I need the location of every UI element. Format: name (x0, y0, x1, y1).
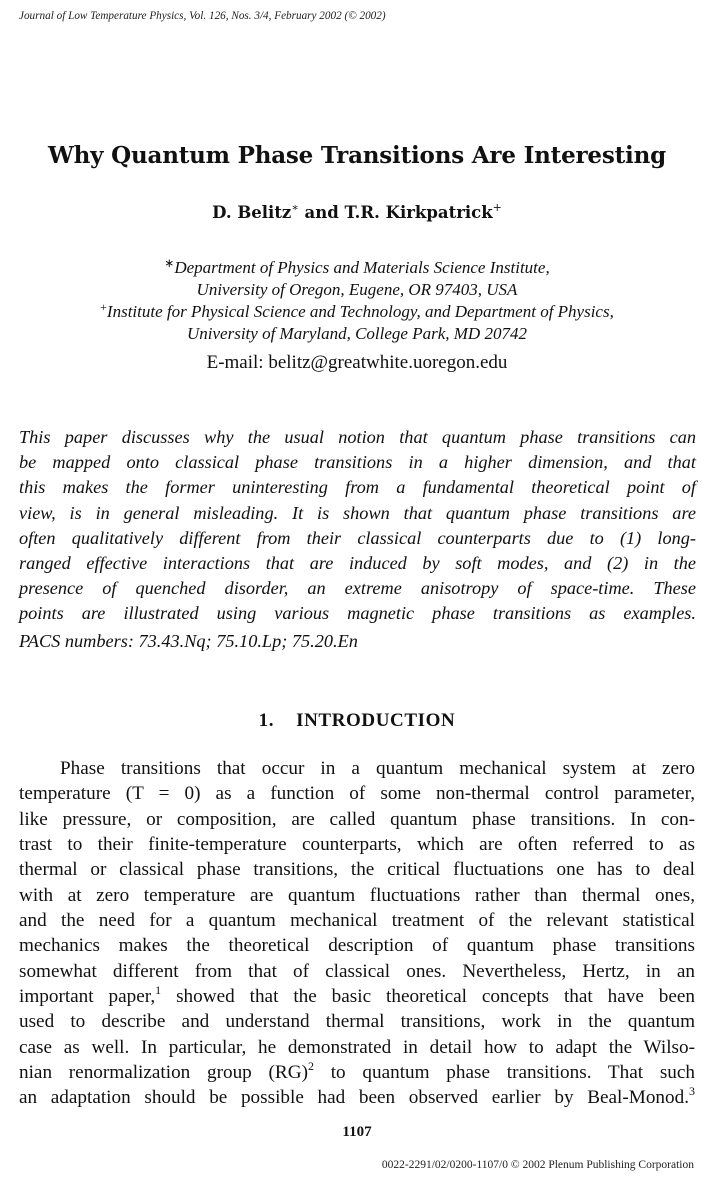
affiliation-mark: + (492, 201, 502, 214)
citation-ref: 2 (307, 1059, 314, 1074)
pacs-numbers: PACS numbers: 73.43.Nq; 75.10.Lp; 75.20.En (19, 631, 358, 651)
affiliation-text: Institute for Physical Science and Technology, and Department of Physics, (106, 302, 614, 321)
body-text: used to describe and understand thermal transitions, work in the quantum (19, 1011, 695, 1033)
body-line (19, 933, 695, 958)
author-line (0, 203, 714, 222)
body-line (19, 908, 695, 933)
contact-email: E-mail: belitz@greatwhite.uoregon.edu (206, 352, 508, 373)
body-text: showed that the basic theoretical concepts that have been (161, 986, 695, 1008)
section-heading (0, 710, 714, 732)
abstract-line: This paper discusses why the usual notion that quantum phase transitions can (19, 427, 696, 447)
body-text: Phase transitions that occur in a quantum mechanical system at zero (60, 758, 695, 779)
abstract-line: presence of quenched disorder, an extreme anisotropy of space-time. These (19, 578, 696, 599)
affiliation-text: Department of Physics and Materials Science Institute, (174, 258, 550, 277)
body-line (19, 959, 695, 984)
body-text: to quantum phase transitions. That such (313, 1062, 695, 1084)
author-name: T.R. Kirkpatrick (344, 203, 493, 222)
body-text: case as well. In particular, he demonstrated in detail how to adapt the Wilso- (19, 1036, 695, 1058)
abstract-line: ranged effective interactions that are induced by soft modes, and (2) in the (19, 552, 696, 573)
affiliation-line (0, 258, 714, 278)
body-paragraph (19, 756, 695, 1111)
affiliation-text: University of Oregon, Eugene, OR 97403, USA (196, 280, 518, 299)
body-line (19, 1035, 695, 1060)
affiliation-line (0, 324, 714, 344)
abstract-line: view, is in general misleading. It is shown that quantum phase transitions are (19, 502, 696, 523)
body-text: and the need for a quantum mechanical treatment of the relevant statistical (19, 910, 695, 932)
affiliation-text: University of Maryland, College Park, MD 20742 (187, 324, 527, 343)
body-text: temperature (T = 0) as a function of some non-thermal control parameter, (19, 783, 695, 805)
body-text: nian renormalization group (RG) (19, 1062, 308, 1084)
body-text: like pressure, or composition, are called quantum phase transitions. In con- (19, 808, 695, 830)
journal-citation: Journal of Low Temperature Physics, Vol. 126, Nos. 3/4, February 2002 (© 2002) (19, 10, 386, 22)
body-text: thermal or classical phase transitions, the critical fluctuations one has to deal (19, 859, 695, 881)
body-line (19, 781, 695, 806)
abstract (19, 425, 696, 627)
author-conjunction: and (298, 203, 345, 222)
citation-ref: 3 (689, 1084, 695, 1099)
affiliation-mark: + (100, 300, 107, 314)
abstract-line: points are illustrated using various magnetic phase transitions as examples. (19, 603, 696, 624)
body-text: trast to their finite-temperature counterparts, which are often referred to as (19, 834, 695, 856)
body-line (19, 1009, 695, 1034)
section-number: 1. (258, 710, 275, 731)
affiliation-mark: ∗ (164, 256, 175, 270)
body-text: important paper, (19, 986, 156, 1008)
page-number: 1107 (342, 1124, 372, 1140)
body-text: with at zero temperature are quantum fluctuations rather than thermal ones, (19, 884, 695, 906)
affiliation-line (0, 302, 714, 322)
section-title: INTRODUCTION (296, 710, 456, 731)
abstract-line: often qualitatively different from their classical counterparts due to (1) long- (19, 527, 696, 548)
affiliation-line (0, 280, 714, 300)
body-line (19, 1085, 695, 1110)
paper-title: Why Quantum Phase Transitions Are Interesting (48, 142, 666, 169)
abstract-line: this makes the former uninteresting from a fundamental theoretical point of (19, 477, 696, 498)
body-text: mechanics makes the theoretical description of quantum phase transitions (19, 935, 695, 957)
body-line (19, 1060, 695, 1085)
body-line (19, 832, 695, 857)
abstract-line: be mapped onto classical phase transitions in a higher dimension, and that (19, 452, 696, 473)
author-name: D. Belitz (212, 203, 292, 222)
body-line (19, 883, 695, 908)
body-line (19, 756, 695, 781)
body-line (19, 807, 695, 832)
body-line (19, 857, 695, 882)
copyright-line: 0022-2291/02/0200-1107/0 © 2002 Plenum Publishing Corporation (381, 1159, 694, 1171)
body-line (19, 984, 695, 1009)
body-text: an adaptation should be possible had been observed earlier by Beal-Monod. (19, 1087, 689, 1109)
affiliation-mark: ∗ (291, 201, 299, 214)
citation-ref: 1 (155, 983, 162, 998)
body-text: somewhat different from that of classical ones. Nevertheless, Hertz, in an (19, 960, 695, 982)
